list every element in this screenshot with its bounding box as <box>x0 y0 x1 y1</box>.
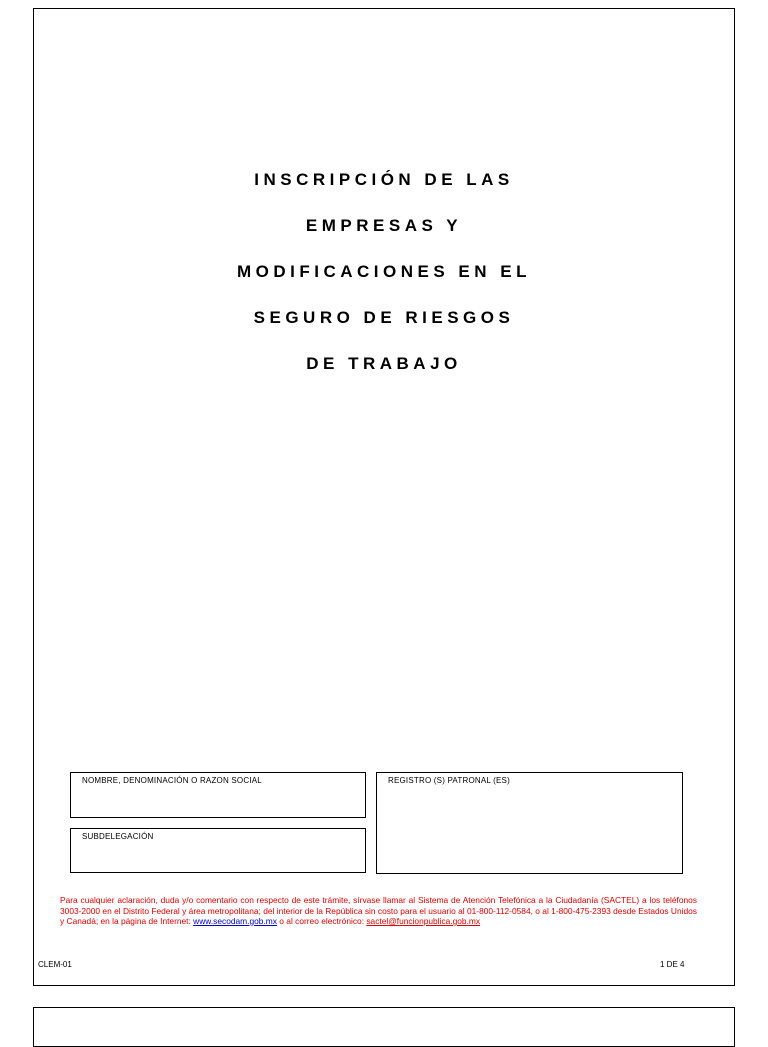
next-page-frame <box>33 1007 735 1047</box>
title-line-2: EMPRESAS Y <box>305 216 463 235</box>
employer-registry-field-label: REGISTRO (S) PATRONAL (ES) <box>388 776 510 785</box>
notice-text-email-intro: o al correo electrónico: <box>276 916 367 926</box>
subdelegation-field-label: SUBDELEGACIÓN <box>82 832 154 841</box>
contact-notice <box>60 895 697 927</box>
title-line-4: SEGURO DE RIESGOS <box>253 308 515 327</box>
title-line-3: MODIFICACIONES EN EL <box>236 262 531 281</box>
subdelegation-field-box[interactable] <box>70 828 366 873</box>
sactel-email-link[interactable]: sactel@funcionpublica.gob.mx <box>366 916 481 926</box>
document-title <box>0 168 768 398</box>
name-field-label: NOMBRE, DENOMINACIÓN O RAZON SOCIAL <box>82 776 262 785</box>
title-line-1: INSCRIPCIÓN DE LAS <box>254 170 514 189</box>
title-line-5: DE TRABAJO <box>306 354 462 373</box>
employer-registry-field-box[interactable] <box>376 772 683 874</box>
secodam-website-link[interactable]: www.secodam.gob.mx <box>193 916 277 926</box>
form-code: CLEM-01 <box>38 960 72 969</box>
name-field-box[interactable] <box>70 772 366 818</box>
notice-text: Para cualquier aclaración, duda y/o comentario con respecto de este trámite, sírvase llamar al Sistema de Atención Telefónica a la Ciudadanía (SACTEL) a los teléfonos 3003-2000 en el Distrito Federal y área metropolitana; del interior de la República sin costo para el usuario al 01-800-112-0584, o al 1-800-475-2393 desde Estados Unidos y Canadá; en la página de Internet: <box>60 895 697 926</box>
page-indicator: 1 DE 4 <box>660 960 685 969</box>
